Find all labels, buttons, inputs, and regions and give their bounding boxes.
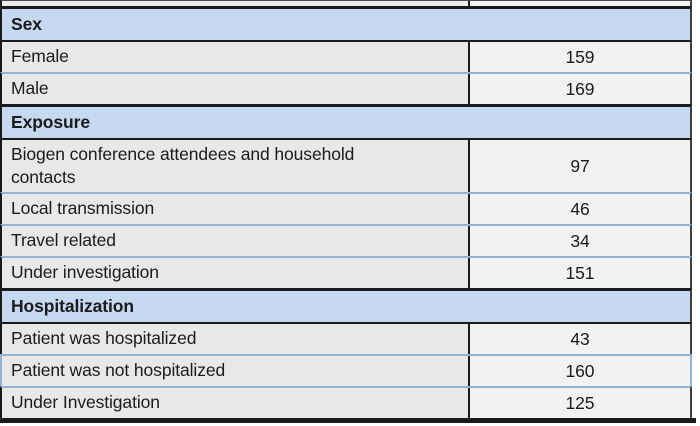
row-value: 169 [565,78,595,99]
table-row [0,256,692,288]
section-header-label: Hospitalization [11,296,134,316]
row-value: 125 [565,392,595,413]
row-value-cell [470,226,690,256]
row-label: Patient was hospitalized [11,328,197,349]
table-row [0,72,692,104]
row-value: 97 [570,155,590,176]
cutoff-row-remnant [0,0,692,6]
row-label-cell [2,140,470,192]
table-row [0,322,692,354]
row-value-cell [470,324,690,354]
cutoff-label-cell [2,1,470,6]
row-label-cell [2,356,470,386]
table-bottom-border [0,418,696,423]
row-label: Under investigation [11,262,159,283]
row-label-cell [2,42,470,72]
row-label: Local transmission [11,198,155,219]
row-label-cell [2,388,470,418]
row-value-cell [470,258,690,288]
row-label-cell [2,226,470,256]
section-header-row [0,288,692,322]
section-header-label: Exposure [11,112,90,132]
table-row [0,386,692,418]
row-value-cell [470,194,690,224]
section-header-label: Sex [11,14,42,34]
section-header-row [0,6,692,40]
row-value-cell [470,140,690,192]
row-value: 34 [570,230,590,251]
row-value: 159 [565,46,595,67]
row-label: Male [11,78,49,99]
row-label-cell [2,324,470,354]
section-header-row [0,104,692,138]
cutoff-value-cell [470,1,690,6]
table-row [0,138,692,192]
table-row [0,354,692,386]
row-value: 43 [570,328,590,349]
row-value: 160 [565,360,595,381]
table-row [0,192,692,224]
row-label: Biogen conference attendees and household contacts [11,143,355,187]
table-row [0,40,692,72]
row-value: 46 [570,198,590,219]
row-value-cell [470,74,690,104]
row-label-cell [2,74,470,104]
row-label: Patient was not hospitalized [11,360,226,381]
row-label: Female [11,46,69,67]
row-label-cell [2,194,470,224]
row-value-cell [470,356,690,386]
row-label: Travel related [11,230,116,251]
row-value: 151 [565,262,595,283]
row-value-cell [470,42,690,72]
row-label: Under Investigation [11,392,160,413]
row-value-cell [470,388,690,418]
table-row [0,224,692,256]
row-label-cell [2,258,470,288]
